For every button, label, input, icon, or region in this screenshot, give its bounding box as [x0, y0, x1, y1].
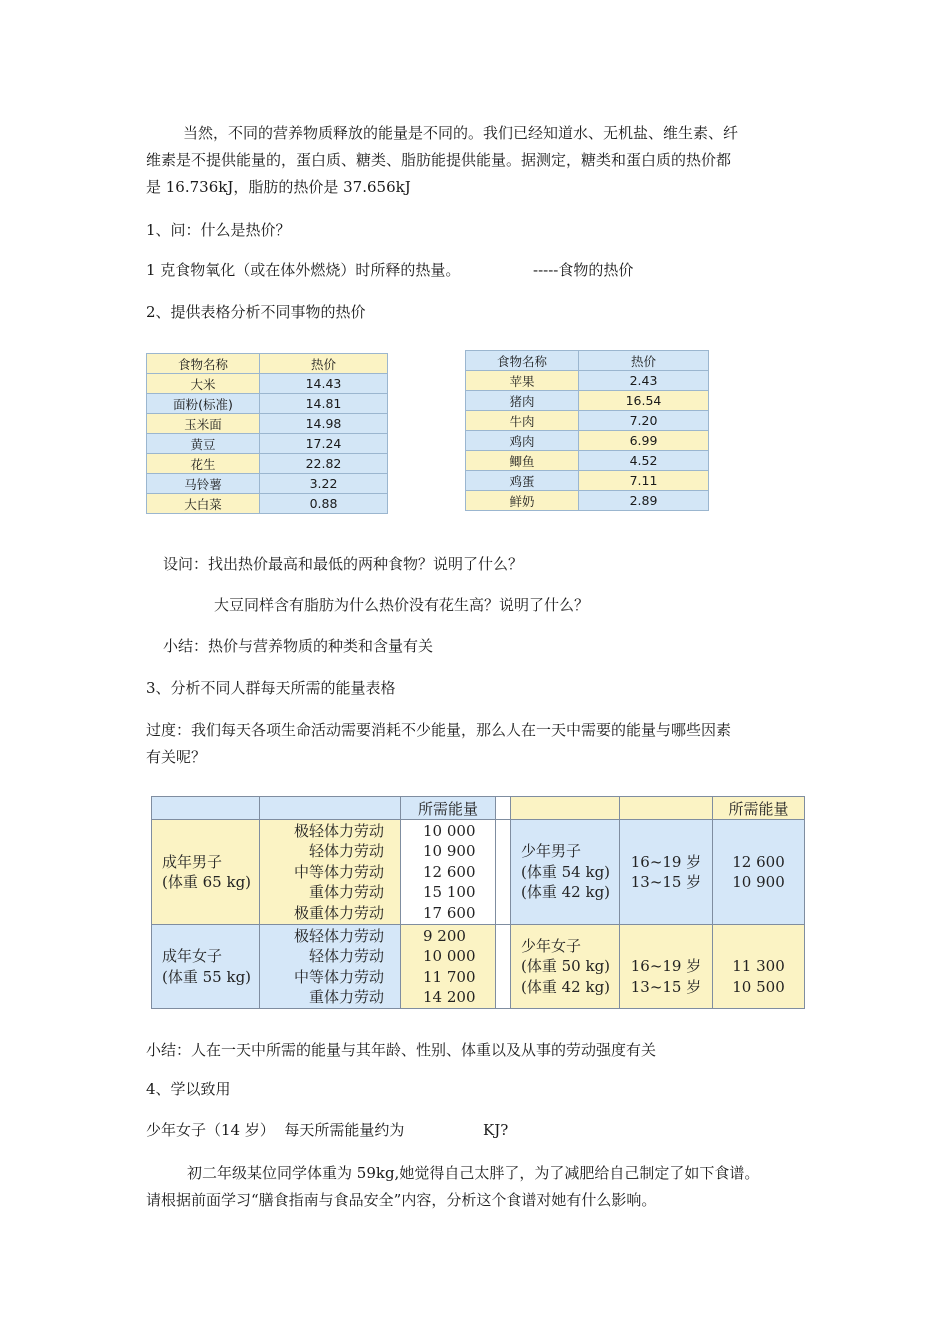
energy-header-blank: [152, 797, 260, 820]
group-name: 成年女子: [162, 947, 223, 965]
energy-value: 12 600: [423, 862, 476, 881]
table-row: [147, 374, 388, 394]
age-range: 16~19 岁: [630, 852, 702, 871]
food-name: 鸡肉: [466, 431, 579, 451]
food-calorie: 17.24: [260, 434, 388, 454]
intro-line-1: 当然，不同的营养物质释放的能量是不同的。我们已经知道水、无机盐、维生素、纤: [183, 124, 739, 142]
group-weight: (体重 54 kg): [521, 862, 611, 881]
labor-level: 极轻体力劳动: [293, 926, 384, 945]
adult-male-label: [152, 820, 260, 925]
food-name: 猪肉: [466, 391, 579, 411]
adult-male-energy-values: [401, 820, 496, 925]
group-name: 少年女子: [521, 936, 582, 955]
table-row: [466, 371, 709, 391]
table-row: [147, 494, 388, 514]
energy-header: 所需能量: [713, 797, 805, 820]
group-weight: (体重 50 kg): [521, 957, 611, 976]
adult-female-label: [152, 925, 260, 1009]
q3-transition-line-2: 有关呢？: [146, 748, 207, 766]
labor-level: 中等体力劳动: [293, 967, 384, 986]
group-weight: (体重 65 kg): [162, 873, 252, 891]
table-row: [466, 451, 709, 471]
discussion-question-a: 设问：找出热价最高和最低的两种食物？说明了什么？: [163, 555, 524, 573]
food-calorie: 3.22: [260, 474, 388, 494]
energy-header-gap: [496, 797, 511, 820]
food-calorie: 22.82: [260, 454, 388, 474]
energy-header-blank: [620, 797, 713, 820]
q1-answer: 1 克食物氧化（或在体外燃烧）时所释的热量。: [146, 261, 461, 279]
energy-value: 17 600: [423, 903, 476, 922]
teen-female-energy-values: [713, 925, 805, 1009]
group-name: 少年男子: [521, 842, 582, 861]
table-header: 热价: [579, 351, 709, 371]
group-weight: (体重 55 kg): [162, 967, 252, 986]
energy-summary: 小结：人在一天中所需的能量与其年龄、性别、体重以及从事的劳动强度有关: [146, 1041, 657, 1059]
discussion-summary: 小结：热价与营养物质的种类和含量有关: [163, 637, 434, 655]
table-header: 热价: [260, 354, 388, 374]
energy-header-blank: [511, 797, 620, 820]
food-calorie: 7.11: [579, 471, 709, 491]
table-row: [466, 471, 709, 491]
food-name: 鲜奶: [466, 491, 579, 511]
food-calorie: 14.81: [260, 394, 388, 414]
food-name: 花生: [147, 454, 260, 474]
energy-value: 11 300: [732, 957, 785, 975]
age-range: 13~15 岁: [630, 873, 702, 891]
food-calorie: 7.20: [579, 411, 709, 431]
q4-task-line-1: 初二年级某位同学体重为 59kg,她觉得自己太胖了，为了减肥给自己制定了如下食谱。: [187, 1164, 760, 1182]
discussion-question-b: 大豆同样含有脂肪为什么热价没有花生高？说明了什么？: [214, 596, 590, 614]
table-row: [147, 394, 388, 414]
teen-female-ages: [620, 925, 713, 1009]
labor-level: 轻体力劳动: [308, 842, 384, 861]
energy-value: 9 200: [423, 926, 466, 945]
energy-gap-cell: [496, 925, 511, 1009]
table-row: [147, 474, 388, 494]
group-name: 成年男子: [162, 852, 223, 871]
teen-female-label: [511, 925, 620, 1009]
table-row: [466, 411, 709, 431]
food-name: 苹果: [466, 371, 579, 391]
food-calorie-table-left: [146, 353, 388, 514]
table-header: 食物名称: [466, 351, 579, 371]
labor-level: 极轻体力劳动: [293, 821, 384, 840]
adult-female-labor-levels: [260, 925, 401, 1009]
q2-heading: 2、提供表格分析不同事物的热价: [146, 303, 366, 321]
q4-heading: 4、学以致用: [146, 1080, 231, 1098]
table-header: 食物名称: [147, 354, 260, 374]
labor-level: 重体力劳动: [308, 883, 384, 902]
energy-value: 12 600: [732, 852, 785, 871]
teen-male-label: [511, 820, 620, 925]
food-name: 大米: [147, 374, 260, 394]
table-row: [466, 491, 709, 511]
teen-male-ages: [620, 820, 713, 925]
table-row: [147, 434, 388, 454]
labor-level: 重体力劳动: [308, 988, 384, 1006]
energy-value: 10 900: [423, 842, 476, 861]
food-name: 大白菜: [147, 494, 260, 514]
table-row: [466, 431, 709, 451]
q1-tag: -----食物的热价: [533, 261, 634, 279]
teen-male-energy-values: [713, 820, 805, 925]
group-weight: (体重 42 kg): [521, 883, 611, 902]
food-calorie: 14.43: [260, 374, 388, 394]
energy-gap-cell: [496, 820, 511, 925]
intro-line-2: 维素是不提供能量的，蛋白质、糖类、脂肪能提供能量。据测定，糖类和蛋白质的热价都: [146, 151, 732, 169]
intro-line-3: 是 16.736kJ，脂肪的热价是 37.656kJ: [146, 178, 411, 196]
q4-task-line-2: 请根据前面学习“膳食指南与食品安全”内容，分析这个食谱对她有什么影响。: [146, 1191, 657, 1209]
food-calorie: 2.89: [579, 491, 709, 511]
food-name: 鸡蛋: [466, 471, 579, 491]
food-calorie: 4.52: [579, 451, 709, 471]
food-name: 牛肉: [466, 411, 579, 431]
labor-level: 极重体力劳动: [293, 903, 384, 922]
food-calorie-table-right: [465, 350, 709, 511]
table-row: [466, 391, 709, 411]
daily-energy-table: [151, 796, 805, 1009]
energy-value: 10 000: [423, 821, 476, 840]
age-range: 13~15 岁: [630, 977, 702, 996]
food-calorie: 0.88: [260, 494, 388, 514]
energy-header-blank: [260, 797, 401, 820]
food-name: 玉米面: [147, 414, 260, 434]
energy-value: 10 900: [732, 873, 785, 891]
food-calorie: 2.43: [579, 371, 709, 391]
labor-level: 中等体力劳动: [293, 862, 384, 881]
energy-value: 10 500: [732, 977, 785, 996]
energy-value: 15 100: [423, 883, 476, 902]
food-name: 马铃薯: [147, 474, 260, 494]
q3-heading: 3、分析不同人群每天所需的能量表格: [146, 679, 396, 697]
adult-female-energy-values: [401, 925, 496, 1009]
table-row: [147, 414, 388, 434]
q4-question-unit: KJ?: [483, 1121, 509, 1139]
energy-value: 10 000: [423, 947, 476, 965]
food-name: 面粉(标准): [147, 394, 260, 414]
labor-level: 轻体力劳动: [308, 947, 384, 965]
food-calorie: 14.98: [260, 414, 388, 434]
food-calorie: 16.54: [579, 391, 709, 411]
food-calorie: 6.99: [579, 431, 709, 451]
q3-transition-line-1: 过度：我们每天各项生命活动需要消耗不少能量，那么人在一天中需要的能量与哪些因素: [146, 721, 732, 739]
group-weight: (体重 42 kg): [521, 977, 611, 996]
energy-header: 所需能量: [401, 797, 496, 820]
q1-heading: 1、问：什么是热价？: [146, 221, 291, 239]
energy-value: 14 200: [423, 988, 476, 1006]
table-row: [147, 454, 388, 474]
age-range: 16~19 岁: [630, 957, 702, 975]
q4-question: 少年女子（14 岁） 每天所需能量约为: [146, 1121, 405, 1139]
food-name: 鲫鱼: [466, 451, 579, 471]
energy-value: 11 700: [423, 967, 476, 986]
adult-male-labor-levels: [260, 820, 401, 925]
food-name: 黄豆: [147, 434, 260, 454]
